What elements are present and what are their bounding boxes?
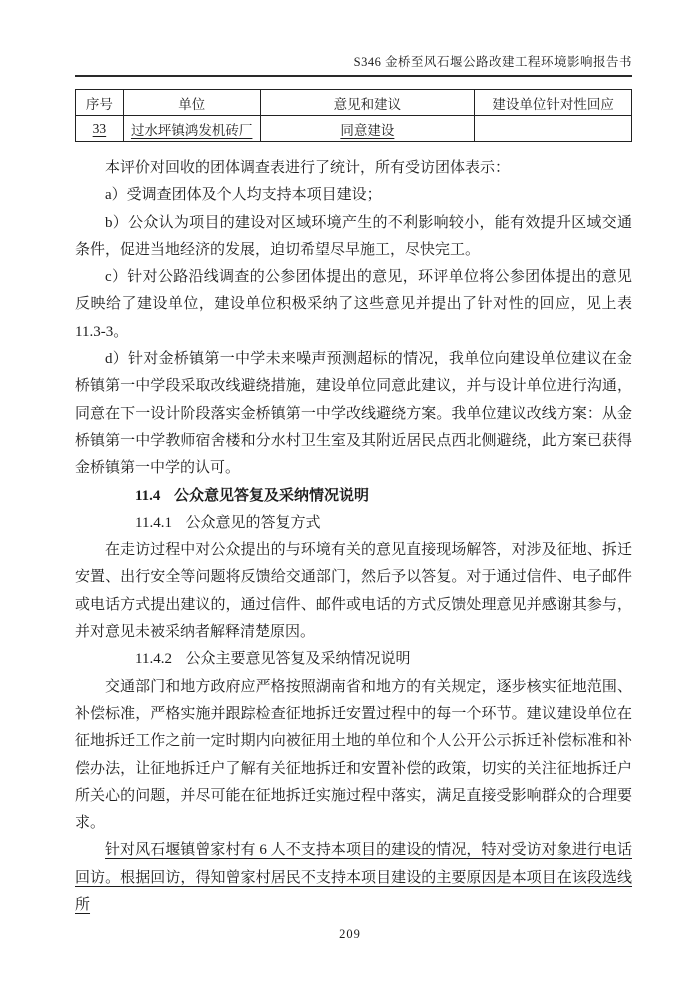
page-footer bbox=[0, 927, 700, 942]
paragraph-callback-underlined: 针对风石堰镇曾家村有 6 人不支持本项目的建设的情况，特对受访对象进行电话回访。根据回访，得知曾家村居民不支持本项目建设的主要原因是本项目在该段选线所 bbox=[75, 842, 632, 914]
section-number: 11.4 bbox=[135, 487, 161, 504]
cell-no: 33 bbox=[76, 116, 124, 142]
section-number: 11.4.1 bbox=[135, 514, 172, 531]
paragraph-item-b: b）公众认为项目的建设对区域环境产生的不利影响较小，能有效提升区域交通条件，促进当地经济的发展，迫切希望尽早施工，尽快完工。 bbox=[75, 214, 632, 258]
opinion-table bbox=[75, 89, 632, 142]
page-number: 209 bbox=[339, 927, 361, 941]
report-title: S346 金桥至风石堰公路改建工程环境影响报告书 bbox=[353, 55, 632, 69]
table-row bbox=[76, 116, 632, 142]
section-number: 11.4.2 bbox=[135, 651, 172, 668]
column-header-no: 序号 bbox=[76, 90, 124, 116]
table-header-row bbox=[76, 90, 632, 116]
section-heading-11-4-1 bbox=[75, 510, 632, 537]
running-header bbox=[75, 0, 632, 77]
paragraph-intro: 本评价对回收的团体调查表进行了统计，所有受访团体表示： bbox=[105, 160, 511, 176]
paragraph-reply-method: 在走访过程中对公众提出的与环境有关的意见直接现场解答，对涉及征地、拆迁安置、出行安全等问题将反馈给交通部门，然后予以答复。对于通过信件、电子邮件或电话方式提出建议的，通过信件、邮件或电话的方式反馈处理意见并感谢其参与，并对意见未被采纳者解释清楚原因。 bbox=[75, 542, 632, 641]
column-header-response: 建设单位针对性回应 bbox=[475, 90, 632, 116]
cell-response bbox=[475, 116, 632, 142]
body-text bbox=[75, 155, 632, 919]
section-title: 公众意见的答复方式 bbox=[185, 514, 321, 531]
section-heading-11-4 bbox=[75, 483, 632, 510]
cell-opinion: 同意建设 bbox=[260, 116, 475, 142]
cell-unit: 过水坪镇鸿发机砖厂 bbox=[123, 116, 260, 142]
page-content bbox=[75, 0, 632, 919]
section-title: 公众主要意见答复及采纳情况说明 bbox=[185, 651, 411, 668]
column-header-opinion: 意见和建议 bbox=[260, 90, 475, 116]
paragraph-item-c: c）针对公路沿线调查的公参团体提出的意见，环评单位将公参团体提出的意见反映给了建设单位，建设单位积极采纳了这些意见并提出了针对性的回应，见上表11.3-3。 bbox=[75, 269, 632, 340]
section-title: 公众意见答复及采纳情况说明 bbox=[173, 487, 369, 504]
paragraph-item-d: d）针对金桥镇第一中学未来噪声预测超标的情况，我单位向建设单位建议在金桥镇第一中学段采取改线避绕措施，建设单位同意此建议，并与设计单位进行沟通，同意在下一设计阶段落实金桥镇第一中学改线避绕方案。我单位建议改线方案：从金桥镇第一中学教师宿舍楼和分水村卫生室及其附近居民点西北侧避绕，此方案已获得金桥镇第一中学的认可。 bbox=[75, 351, 632, 477]
section-heading-11-4-2 bbox=[75, 646, 632, 673]
column-header-unit: 单位 bbox=[123, 90, 260, 116]
paragraph-item-a: a）受调查团体及个人均支持本项目建设； bbox=[105, 187, 382, 204]
paragraph-adoption: 交通部门和地方政府应严格按照湖南省和地方的有关规定，逐步核实征地范围、补偿标准，严格实施并跟踪检查征地拆迁安置过程中的每一个环节。建议建设单位在征地拆迁工作之前一定时期内向被征用土地的单位和个人公开公示拆迁补偿标准和补偿办法，让征地拆迁户了解有关征地拆迁和安置补偿的政策，切实的关注征地拆迁户所关心的问题，并尽可能在征地拆迁实施过程中落实，满足直接受影响群众的合理要求。 bbox=[75, 678, 632, 832]
